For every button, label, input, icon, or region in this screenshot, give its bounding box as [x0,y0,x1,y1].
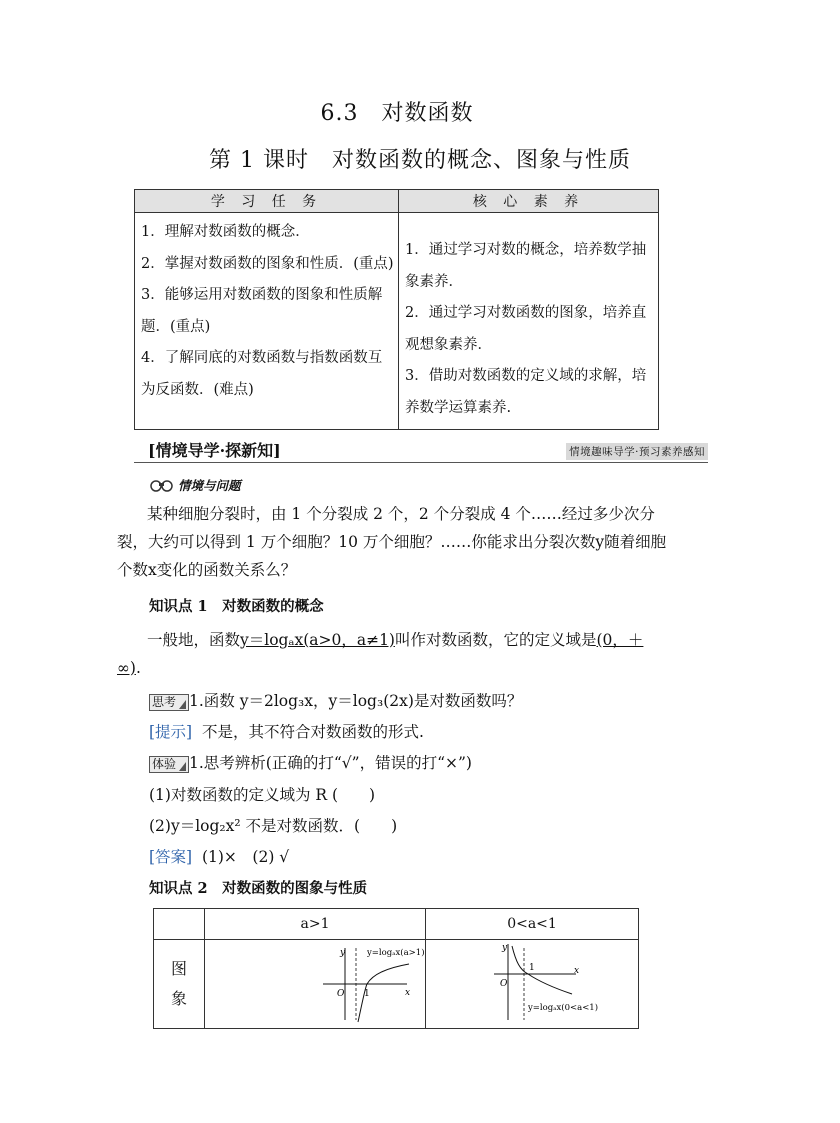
exercise-item-2: (2)y＝log₂x² 不是对数函数．( ) [149,817,398,835]
literacy-item: 2．通过学习对数函数的图象，培养直观想象素养． [405,305,647,353]
log-curve [512,946,572,994]
knowledge1-heading: 知识点 1 对数函数的概念 [149,598,324,615]
row-label: 图象 [171,959,188,1008]
k1-text-mid: 叫作对数函数，它的定义域是 [394,631,597,649]
knowledge1-text [117,626,652,682]
curve-label: y=logₐx(0<a<1) [528,1003,599,1013]
origin-label: O [500,979,508,989]
task-item: 3．能够运用对数函数的图象和性质解题．(重点) [141,287,383,335]
k1-domain: (0，＋∞) [117,631,644,677]
scene-heading [149,476,241,494]
literacy-item: 1．通过学习对数的概念，培养数学抽象素养． [405,242,647,290]
scene-text: 某种细胞分裂时，由 1 个分裂成 2 个，2 个分裂成 4 个……经过多少次分裂，大约可以得到 1 万个细胞？10 万个细胞？……你能求出分裂次数y随着细胞个数x变化的函数关系么？ [117,505,667,579]
task-item: 4．了解同底的对数函数与指数函数互为反函数．(难点) [141,350,383,398]
exercise-tag: 体验 [149,756,189,773]
curve-label: y=logₐx(a>1) [367,948,425,958]
section-title: 6.3 对数函数 [320,101,474,126]
exercise-item-1: (1)对数函数的定义域为 R ( ) [149,786,376,804]
hint-text: 不是，其不符合对数函数的形式. [201,723,424,741]
think-tag: 思考 [149,694,189,711]
k1-text-before: 一般地，函数 [147,631,241,649]
tick-label: 1 [529,963,535,973]
exercise-prompt-text: 1.思考辨析(正确的打“√”，错误的打“×”) [189,754,472,772]
corner-cell [154,909,205,940]
goals-table [134,189,659,430]
row-label-cell [154,940,205,1029]
y-axis-label: y [340,948,346,958]
literacy-header: 核 心 素 养 [399,190,659,213]
section-banner [134,438,708,463]
hint-label: [提示] [149,723,193,741]
origin-label: O [337,989,345,999]
literacy-cell [399,213,659,430]
graph-a-gt-1-cell [205,940,426,1029]
k1-text-end: . [135,659,141,677]
graph-a-lt-1 [432,940,632,1024]
lesson-title: 第 1 课时 对数函数的概念、图象与性质 [209,148,631,173]
knowledge2-heading: 知识点 2 对数函数的图象与性质 [149,880,368,897]
graph-a-lt-1-cell [426,940,639,1029]
exercise-prompt [149,751,472,775]
tick-label: 1 [364,989,370,999]
graph-a-gt-1 [215,940,425,1024]
k1-formula: y＝logₐx(a>0，a≠1) [240,631,395,649]
tasks-cell [135,213,399,430]
tasks-header: 学 习 任 务 [135,190,399,213]
answer-label: [答案] [149,848,193,866]
task-item: 1．理解对数函数的概念． [141,224,310,240]
header-a-lt-1: 0<a<1 [426,909,639,940]
y-axis-label: y [502,943,508,953]
answer-text: (1)× (2) √ [201,848,290,866]
scene-heading-text: 情境与问题 [178,478,241,493]
properties-table [153,908,639,1029]
banner-tag: 情境趣味导学·预习素养感知 [566,443,708,460]
think-question-text: 1.函数 y＝2log₃x，y＝log₃(2x)是对数函数吗？ [189,692,523,710]
binoculars-icon [149,478,175,492]
task-item: 2．掌握对数函数的图象和性质．(重点) [141,255,394,272]
header-a-gt-1: a>1 [205,909,426,940]
banner-title: [情境导学·探新知] [148,441,281,460]
exercise-answer [149,845,289,869]
x-axis-label: x [574,966,580,976]
x-axis-label: x [405,988,411,998]
think-question [149,689,522,713]
literacy-item: 3．借助对数函数的定义域的求解，培养数学运算素养. [405,368,647,416]
think-hint [149,720,424,744]
